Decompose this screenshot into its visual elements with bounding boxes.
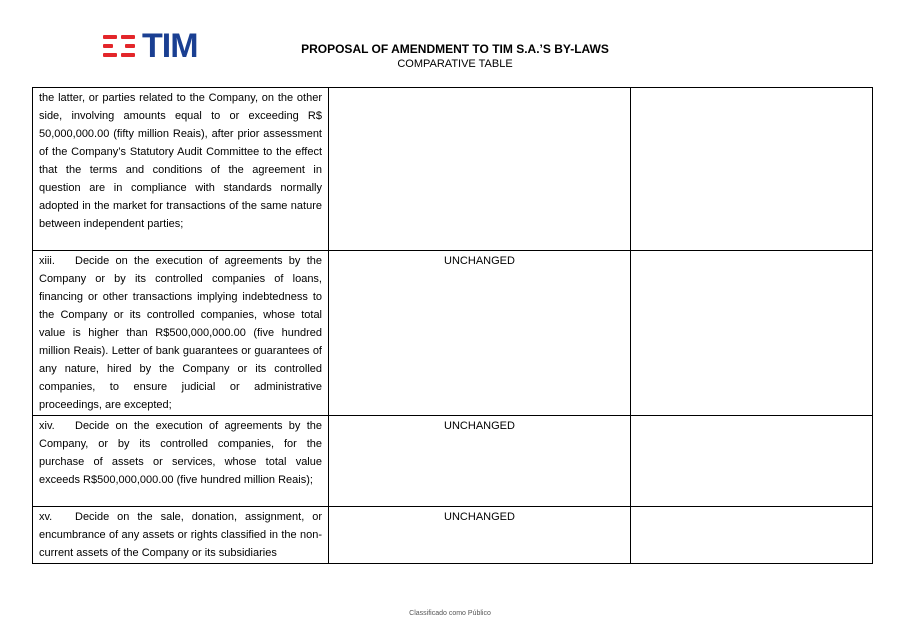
table-row [33,507,873,564]
table-row [33,88,873,251]
table-row [33,416,873,507]
current-text-cell [33,507,329,564]
clause-text: Decide on the sale, donation, assignment, or encumbrance of any assets or rights classified in the non-current assets of the Company or its subsidiaries [39,511,322,559]
document-title: PROPOSAL OF AMENDMENT TO TIM S.A.’S BY-LAWS [301,42,609,56]
justification-cell [631,416,873,507]
clause-number: xiv. [39,420,55,432]
clause-number: xiii. [39,255,55,267]
current-text-cell [33,88,329,251]
current-text-cell [33,251,329,416]
proposal-cell: UNCHANGED [329,416,631,507]
table-row [33,251,873,416]
document-header [250,42,660,71]
classification-footer: Classificado como Público [409,610,491,617]
justification-cell [631,251,873,416]
current-text-cell [33,416,329,507]
proposal-cell: UNCHANGED [329,251,631,416]
clause-text: Decide on the execution of agreements by the Company or by its controlled companies of loans, financing or other transactions implying indebtedness to the Company or its controlled companies, whose total value is higher than R$500,000,000.00 (five hundred million Reais). Letter of bank guarantees or guarantees of any nature, hired by the Company or its controlled companies, to ensure judicial or administrative proceedings, are excepted; [39,255,322,411]
clause-number: xv. [39,511,53,523]
justification-cell [631,88,873,251]
tim-logo [103,27,198,65]
document-subtitle: COMPARATIVE TABLE [397,58,513,70]
justification-cell [631,507,873,564]
proposal-cell: UNCHANGED [329,507,631,564]
tim-logo-text: TIM [142,27,198,65]
proposal-cell [329,88,631,251]
clause-text: the latter, or parties related to the Company, on the other side, involving amounts equal to or exceeding R$ 50,000,000.00 (fifty million Reais), after prior assessment of the Company’s Statutory Audit Committee to the effect that the terms and conditions of the agreement in question are in compliance with standards normally adopted in the market for transactions of the same nature between independent parties; [39,92,322,230]
comparative-table [32,87,873,564]
tim-logo-mark-icon [103,32,135,60]
clause-text: Decide on the execution of agreements by the Company, or by its controlled companies, for the purchase of assets or services, whose total value exceeds R$500,000,000.00 (five hundred million Reais); [39,420,322,486]
